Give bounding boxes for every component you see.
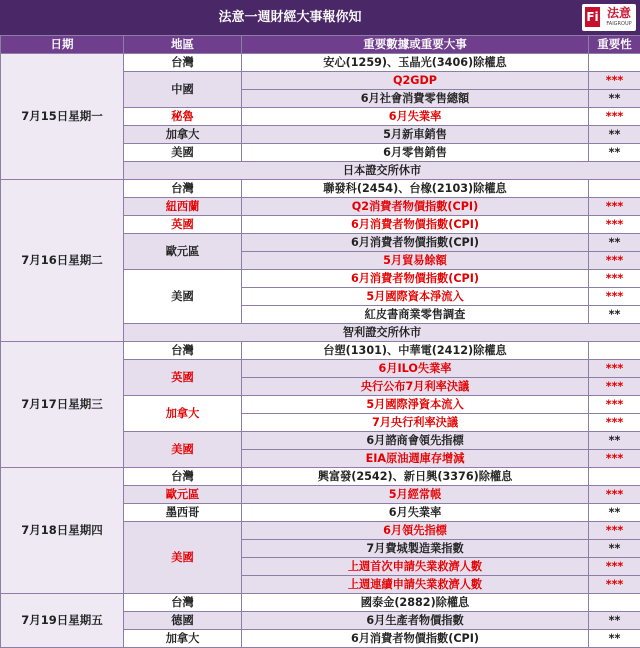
importance-cell: *** xyxy=(589,288,640,306)
region-cell: 台灣 xyxy=(124,180,242,198)
region-cell: 紐西蘭 xyxy=(124,198,242,216)
table-row xyxy=(1,342,640,360)
event-cell: 6月ILO失業率 xyxy=(242,360,589,378)
event-cell: 台塑(1301)、中華電(2412)除權息 xyxy=(242,342,589,360)
region-cell: 墨西哥 xyxy=(124,504,242,522)
page-title: 法意一週財經大事報你知 xyxy=(0,0,580,35)
region-cell: 台灣 xyxy=(124,468,242,486)
importance-cell: *** xyxy=(589,396,640,414)
event-cell: 6月領先指標 xyxy=(242,522,589,540)
importance-cell: ** xyxy=(589,630,640,648)
importance-cell xyxy=(589,54,640,72)
importance-cell: *** xyxy=(589,198,640,216)
event-cell: Q2消費者物價指數(CPI) xyxy=(242,198,589,216)
region-cell: 加拿大 xyxy=(124,630,242,648)
event-cell: 6月消費者物價指數(CPI) xyxy=(242,234,589,252)
importance-cell: *** xyxy=(589,270,640,288)
event-cell: 5月國際資本淨流入 xyxy=(242,288,589,306)
holiday-cell: 智利證交所休市 xyxy=(124,324,640,342)
importance-cell: *** xyxy=(589,414,640,432)
importance-cell: *** xyxy=(589,576,640,594)
brand-logo xyxy=(582,4,636,31)
event-cell: 央行公布7月利率決議 xyxy=(242,378,589,396)
logo-name: 法意 xyxy=(602,5,636,21)
region-cell: 台灣 xyxy=(124,54,242,72)
event-cell: 5月新車銷售 xyxy=(242,126,589,144)
event-cell: 5月貿易餘額 xyxy=(242,252,589,270)
column-header-date: 日期 xyxy=(1,36,124,54)
importance-cell: ** xyxy=(589,126,640,144)
event-cell: 上週連續申請失業救濟人數 xyxy=(242,576,589,594)
importance-cell: *** xyxy=(589,378,640,396)
event-cell: 6月社會消費零售總額 xyxy=(242,90,589,108)
importance-cell: ** xyxy=(589,612,640,630)
region-cell: 加拿大 xyxy=(124,126,242,144)
importance-cell: ** xyxy=(589,90,640,108)
importance-cell: *** xyxy=(589,360,640,378)
region-cell: 中國 xyxy=(124,72,242,108)
importance-cell: ** xyxy=(589,540,640,558)
importance-cell: ** xyxy=(589,504,640,522)
event-cell: 6月零售銷售 xyxy=(242,144,589,162)
column-header-importance: 重要性 xyxy=(589,36,640,54)
event-cell: 6月諮商會領先指標 xyxy=(242,432,589,450)
table-row xyxy=(1,468,640,486)
table-row xyxy=(1,594,640,612)
event-cell: 6月失業率 xyxy=(242,504,589,522)
logo-mark: Fi xyxy=(585,7,600,27)
region-cell: 台灣 xyxy=(124,342,242,360)
region-cell: 美國 xyxy=(124,144,242,162)
region-cell: 德國 xyxy=(124,612,242,630)
event-cell: 國泰金(2882)除權息 xyxy=(242,594,589,612)
event-cell: 7月央行利率決議 xyxy=(242,414,589,432)
region-cell: 美國 xyxy=(124,522,242,594)
region-cell: 美國 xyxy=(124,432,242,468)
events-table xyxy=(0,35,640,648)
importance-cell xyxy=(589,342,640,360)
importance-cell: *** xyxy=(589,108,640,126)
logo-en: FAIGROUP xyxy=(602,21,636,28)
event-cell: 6月生產者物價指數 xyxy=(242,612,589,630)
event-cell: 聯發科(2454)、台橡(2103)除權息 xyxy=(242,180,589,198)
importance-cell: *** xyxy=(589,450,640,468)
region-cell: 英國 xyxy=(124,216,242,234)
date-cell: 7月17日星期三 xyxy=(1,342,124,468)
region-cell: 歐元區 xyxy=(124,486,242,504)
importance-cell: ** xyxy=(589,432,640,450)
header-row xyxy=(1,36,640,54)
importance-cell: ** xyxy=(589,234,640,252)
region-cell: 台灣 xyxy=(124,594,242,612)
date-cell: 7月19日星期五 xyxy=(1,594,124,648)
date-cell: 7月18日星期四 xyxy=(1,468,124,594)
importance-cell: *** xyxy=(589,72,640,90)
event-cell: 5月經常帳 xyxy=(242,486,589,504)
column-header-event: 重要數據或重要大事 xyxy=(242,36,589,54)
events-body xyxy=(1,54,640,648)
region-cell: 加拿大 xyxy=(124,396,242,432)
event-cell: EIA原油週庫存增減 xyxy=(242,450,589,468)
event-cell: 6月消費者物價指數(CPI) xyxy=(242,630,589,648)
importance-cell: ** xyxy=(589,144,640,162)
title-banner xyxy=(0,0,640,35)
event-cell: 6月失業率 xyxy=(242,108,589,126)
importance-cell: *** xyxy=(589,252,640,270)
table-row xyxy=(1,180,640,198)
date-cell: 7月16日星期二 xyxy=(1,180,124,342)
event-cell: 紅皮書商業零售調查 xyxy=(242,306,589,324)
region-cell: 美國 xyxy=(124,270,242,324)
region-cell: 秘魯 xyxy=(124,108,242,126)
event-cell: 6月消費者物價指數(CPI) xyxy=(242,216,589,234)
importance-cell xyxy=(589,180,640,198)
event-cell: 安心(1259)、玉晶光(3406)除權息 xyxy=(242,54,589,72)
event-cell: 7月費城製造業指數 xyxy=(242,540,589,558)
region-cell: 英國 xyxy=(124,360,242,396)
importance-cell: *** xyxy=(589,216,640,234)
date-cell: 7月15日星期一 xyxy=(1,54,124,180)
event-cell: Q2GDP xyxy=(242,72,589,90)
table-row xyxy=(1,54,640,72)
event-cell: 興富發(2542)、新日興(3376)除權息 xyxy=(242,468,589,486)
event-cell: 上週首次申請失業救濟人數 xyxy=(242,558,589,576)
importance-cell: *** xyxy=(589,486,640,504)
holiday-cell: 日本證交所休市 xyxy=(124,162,640,180)
importance-cell: *** xyxy=(589,558,640,576)
region-cell: 歐元區 xyxy=(124,234,242,270)
column-header-region: 地區 xyxy=(124,36,242,54)
event-cell: 5月國際淨資本流入 xyxy=(242,396,589,414)
event-cell: 6月消費者物價指數(CPI) xyxy=(242,270,589,288)
importance-cell: ** xyxy=(589,306,640,324)
importance-cell xyxy=(589,468,640,486)
importance-cell xyxy=(589,594,640,612)
importance-cell: *** xyxy=(589,522,640,540)
